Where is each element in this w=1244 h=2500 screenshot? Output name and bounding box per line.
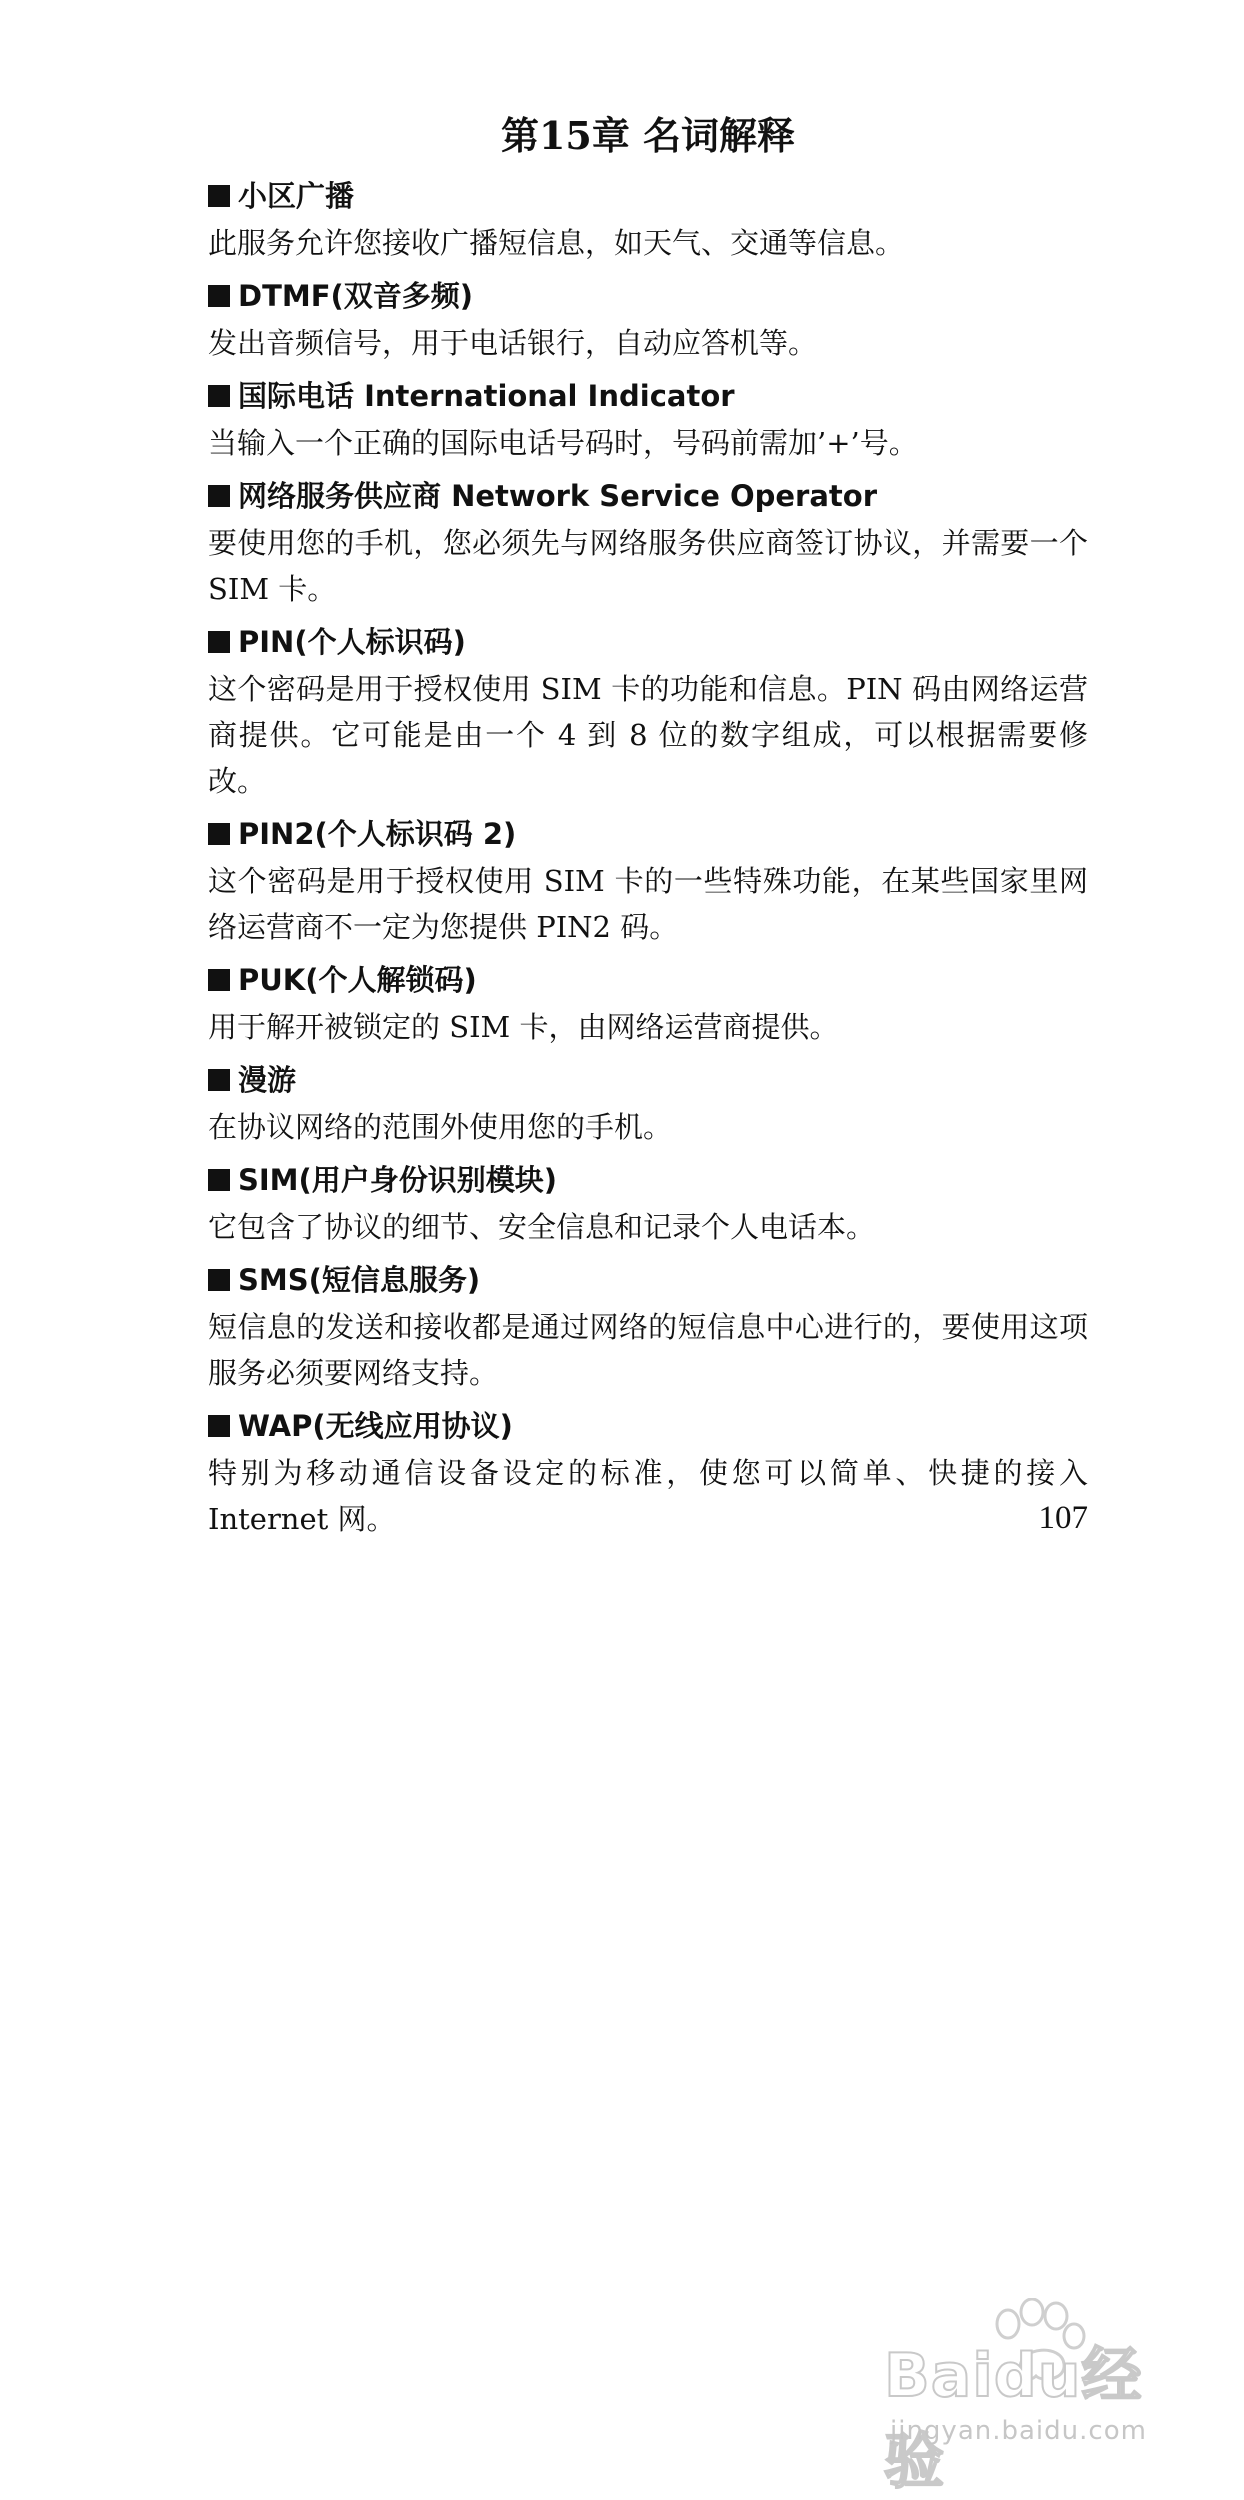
square-bullet-icon	[208, 969, 230, 991]
chapter-title: 第15章 名词解释	[500, 113, 796, 158]
term-label: PIN2(个人标识码 2)	[238, 817, 517, 851]
glossary-entry	[208, 960, 1088, 1050]
square-bullet-icon	[208, 1269, 230, 1291]
glossary-term	[208, 622, 1088, 662]
glossary-term	[208, 1406, 1088, 1446]
term-label: PUK(个人解锁码)	[238, 963, 477, 997]
glossary-term	[208, 1160, 1088, 1200]
square-bullet-icon	[208, 1415, 230, 1437]
square-bullet-icon	[208, 1069, 230, 1091]
glossary-description: 当输入一个正确的国际电话号码时，号码前需加’+’号。	[208, 426, 918, 460]
square-bullet-icon	[208, 485, 230, 507]
glossary-entry	[208, 476, 1088, 612]
glossary-term	[208, 814, 1088, 854]
square-bullet-icon	[208, 631, 230, 653]
glossary-description: 发出音频信号，用于电话银行，自动应答机等。	[208, 326, 818, 360]
square-bullet-icon	[208, 185, 230, 207]
glossary-description: 在协议网络的范围外使用您的手机。	[208, 1110, 673, 1144]
document-page	[208, 108, 1088, 1552]
watermark-logo-text: Baidu经验	[884, 2341, 1143, 2497]
term-label: PIN(个人标识码)	[238, 625, 466, 659]
term-label: SIM(用户身份识别模块)	[238, 1163, 558, 1197]
glossary-term	[208, 176, 1088, 216]
glossary-term	[208, 476, 1088, 516]
watermark	[884, 2298, 1184, 2497]
term-label: WAP(无线应用协议)	[238, 1409, 513, 1443]
term-label: DTMF(双音多频)	[238, 279, 474, 313]
glossary-term	[208, 1060, 1088, 1100]
term-label: SMS(短信息服务)	[238, 1263, 481, 1297]
term-label: 漫游	[238, 1063, 297, 1097]
term-label: 网络服务供应商 Network Service Operator	[238, 479, 877, 513]
square-bullet-icon	[208, 1169, 230, 1191]
glossary-term	[208, 376, 1088, 416]
glossary-description: 要使用您的手机，您必须先与网络服务供应商签订协议，并需要一个 SIM 卡。	[208, 526, 1088, 606]
term-label: 小区广播	[238, 179, 355, 213]
page-number: 107	[1038, 1500, 1088, 1536]
glossary-term	[208, 1260, 1088, 1300]
glossary-description: 它包含了协议的细节、安全信息和记录个人电话本。	[208, 1210, 876, 1244]
glossary-entry	[208, 1160, 1088, 1250]
square-bullet-icon	[208, 823, 230, 845]
glossary-entry	[208, 1260, 1088, 1396]
square-bullet-icon	[208, 385, 230, 407]
glossary-entry	[208, 622, 1088, 804]
glossary-entry	[208, 814, 1088, 950]
glossary-description: 特别为移动通信设备设定的标准，使您可以简单、快捷的接入 Internet 网。	[208, 1456, 1088, 1536]
glossary-entry	[208, 176, 1088, 266]
glossary-description: 这个密码是用于授权使用 SIM 卡的功能和信息。PIN 码由网络运营商提供。它可能是由一个 4 到 8 位的数字组成，可以根据需要修改。	[208, 672, 1088, 798]
term-label: 国际电话 International Indicator	[238, 379, 735, 413]
watermark-url: jingyan.baidu.com	[890, 2416, 1147, 2446]
glossary-description: 这个密码是用于授权使用 SIM 卡的一些特殊功能，在某些国家里网络运营商不一定为您提供 PIN2 码。	[208, 864, 1088, 944]
glossary-entry	[208, 376, 1088, 466]
square-bullet-icon	[208, 285, 230, 307]
glossary-description: 短信息的发送和接收都是通过网络的短信息中心进行的，要使用这项服务必须要网络支持。	[208, 1310, 1088, 1390]
glossary-term	[208, 276, 1088, 316]
glossary-description: 用于解开被锁定的 SIM 卡，由网络运营商提供。	[208, 1010, 839, 1044]
glossary-term	[208, 960, 1088, 1000]
glossary-entry	[208, 1060, 1088, 1150]
glossary-description: 此服务允许您接收广播短信息，如天气、交通等信息。	[208, 226, 905, 260]
glossary-entry	[208, 276, 1088, 366]
